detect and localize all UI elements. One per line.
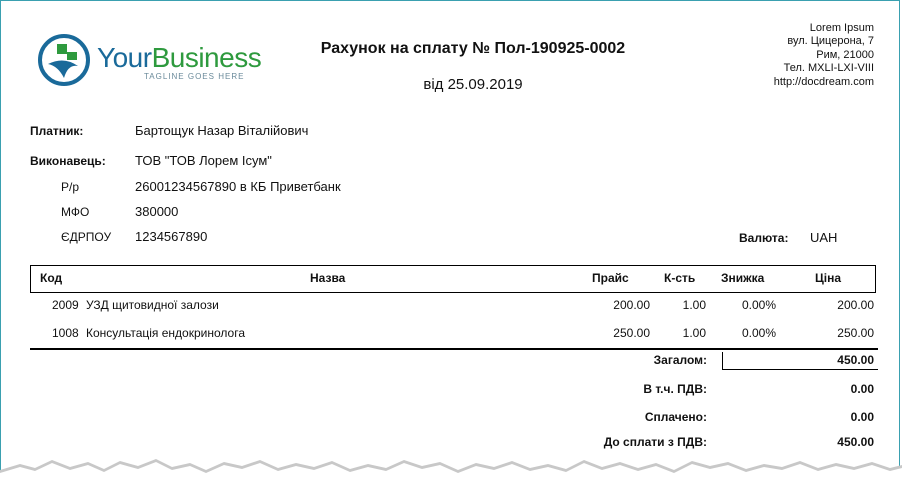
- row-code: 2009: [52, 298, 79, 312]
- col-header-name: Назва: [310, 271, 346, 285]
- row-price: 200.00: [613, 298, 650, 312]
- row-qty: 1.00: [682, 298, 706, 312]
- company-line: Рим, 21000: [816, 48, 874, 61]
- contractor-value: ТОВ "ТОВ Лорем Ісум": [135, 153, 272, 168]
- col-header-amount: Ціна: [815, 271, 842, 285]
- row-discount: 0.00%: [741, 326, 776, 340]
- bank-account-label: Р/р: [61, 180, 80, 194]
- mfo-label: МФО: [61, 205, 90, 219]
- invoice-date: від 25.09.2019: [423, 76, 523, 93]
- col-header-code: Код: [40, 271, 63, 285]
- totals-divider: [722, 352, 723, 370]
- row-code: 1008: [52, 326, 79, 340]
- company-line: http://docdream.com: [773, 75, 874, 88]
- vat-value: 0.00: [850, 382, 874, 396]
- edrpou-label: ЄДРПОУ: [61, 230, 112, 244]
- row-amount: 250.00: [837, 326, 874, 340]
- paid-label: Сплачено:: [644, 410, 707, 424]
- total-label: Загалом:: [653, 353, 707, 367]
- invoice-title: Рахунок на сплату № Пол-190925-0002: [320, 40, 626, 57]
- row-discount: 0.00%: [741, 298, 776, 312]
- amount-due-label: До сплати з ПДВ:: [603, 435, 707, 449]
- currency-value: UAH: [810, 230, 838, 245]
- payer-value: Бартощук Назар Віталійович: [135, 123, 309, 138]
- paid-value: 0.00: [850, 410, 874, 424]
- amount-due-value: 450.00: [837, 435, 874, 449]
- company-logo-icon: [38, 34, 90, 86]
- company-line: вул. Цицерона, 7: [787, 35, 874, 48]
- logo-wordmark: YourBusiness: [97, 42, 262, 73]
- col-header-price: Прайс: [592, 271, 629, 285]
- currency-label: Валюта:: [739, 231, 789, 245]
- logo-tagline: TAGLINE GOES HERE: [144, 72, 245, 81]
- col-header-qty: К-сть: [664, 271, 696, 285]
- row-amount: 200.00: [837, 298, 874, 312]
- row-price: 250.00: [613, 326, 650, 340]
- edrpou-value: 1234567890: [135, 229, 208, 244]
- payer-label: Платник:: [30, 124, 84, 138]
- row-name: УЗД щитовидної залози: [86, 298, 219, 312]
- company-info: [774, 22, 874, 89]
- torn-edge: [0, 440, 902, 493]
- bank-account-value: 26001234567890 в КБ Приветбанк: [135, 179, 341, 194]
- row-qty: 1.00: [682, 326, 706, 340]
- totals-rule: [722, 369, 878, 370]
- col-header-discount: Знижка: [721, 271, 765, 285]
- table-bottom-rule: [30, 348, 878, 350]
- company-line: Lorem Ipsum: [809, 22, 874, 34]
- vat-label: В т.ч. ПДВ:: [643, 382, 707, 396]
- row-name: Консультація ендокринолога: [86, 326, 245, 340]
- contractor-label: Виконавець:: [30, 154, 106, 168]
- company-line: Тел. MXLI-LXI-VIII: [783, 62, 874, 75]
- mfo-value: 380000: [135, 204, 179, 219]
- total-value: 450.00: [837, 353, 874, 367]
